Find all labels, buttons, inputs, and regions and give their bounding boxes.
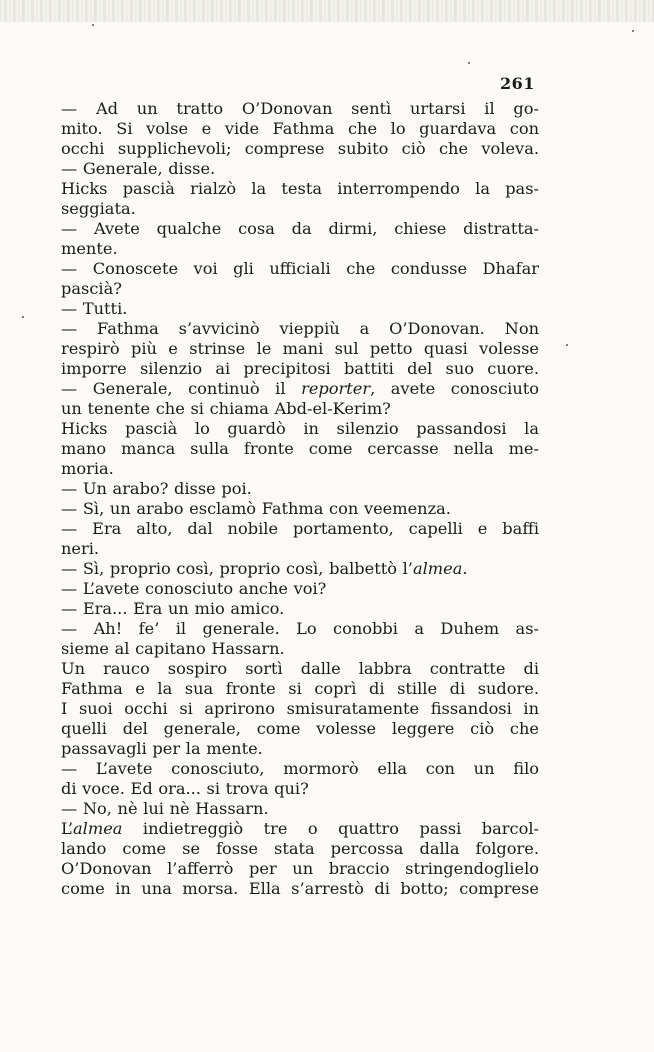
text-segment: — Un arabo? disse poi.: [61, 479, 252, 498]
text-line: [61, 779, 539, 799]
text-segment: — Avete qualche cosa da dirmi, chiese distratta-: [61, 219, 539, 238]
text-segment: un tenente che si chiama Abd-el-Kerim?: [61, 399, 391, 418]
text-line: [61, 859, 539, 879]
text-segment: — L’avete conosciuto, mormorò ella con un filo: [61, 759, 539, 778]
text-segment: — Sì, un arabo esclamò Fathma con veemenza.: [61, 499, 451, 518]
text-line: [61, 299, 539, 319]
text-segment: respirò più e strinse le mani sul petto quasi volesse: [61, 339, 539, 358]
text-segment: occhi supplichevoli; comprese subito ciò che voleva.: [61, 139, 539, 158]
text-segment: , avete conosciuto: [370, 379, 539, 398]
text-line: [61, 219, 539, 239]
text-segment: — Generale, disse.: [61, 159, 216, 178]
text-line: [61, 119, 539, 139]
text-segment: mito. Si volse e vide Fathma che lo guardava con: [61, 119, 539, 138]
text-line: [61, 359, 539, 379]
text-segment: — Tutti.: [61, 299, 128, 318]
text-line: [61, 679, 539, 699]
text-line: [61, 739, 539, 759]
text-line: [61, 519, 539, 539]
text-line: [61, 879, 539, 899]
text-line: [61, 459, 539, 479]
text-segment: seggiata.: [61, 199, 136, 218]
text-line: [61, 259, 539, 279]
text-line: [61, 559, 539, 579]
text-segment: — Era alto, dal nobile portamento, capelli e baffi: [61, 519, 539, 538]
text-segment: — Fathma s’avvicinò vieppiù a O’Donovan. Non: [61, 319, 539, 338]
text-segment: quelli del generale, come volesse leggere ciò che: [61, 719, 539, 738]
text-segment: Un rauco sospiro sortì dalle labbra contratte di: [61, 659, 539, 678]
text-segment: moria.: [61, 459, 114, 478]
text-line: [61, 759, 539, 779]
text-line: [61, 399, 539, 419]
text-segment: O’Donovan l’afferrò per un braccio stringendoglielo: [61, 859, 539, 878]
italic-text: almea: [73, 819, 123, 838]
text-line: [61, 199, 539, 219]
text-line: [61, 279, 539, 299]
text-segment: — Generale, continuò il: [61, 379, 302, 398]
text-segment: passavagli per la mente.: [61, 739, 263, 758]
text-segment: Hicks pascià rialzò la testa interrompendo la pas-: [61, 179, 539, 198]
text-line: [61, 479, 539, 499]
text-line: [61, 139, 539, 159]
text-line: [61, 619, 539, 639]
scan-speck: [92, 24, 94, 26]
scan-speck: [566, 344, 568, 346]
text-line: [61, 839, 539, 859]
text-segment: — Era... Era un mio amico.: [61, 599, 285, 618]
italic-text: almea: [412, 559, 463, 578]
scan-speck: [632, 30, 634, 32]
text-line: [61, 499, 539, 519]
text-segment: di voce. Ed ora... si trova qui?: [61, 779, 309, 798]
text-line: [61, 599, 539, 619]
body-text: [61, 99, 539, 899]
text-segment: imporre silenzio ai precipitosi battiti del suo cuore.: [61, 359, 539, 378]
text-segment: .: [462, 559, 468, 578]
text-line: [61, 539, 539, 559]
text-line: [61, 639, 539, 659]
text-segment: I suoi occhi si aprirono smisuratamente fissandosi in: [61, 699, 539, 718]
text-segment: lando come se fosse stata percossa dalla folgore.: [61, 839, 539, 858]
text-segment: pascià?: [61, 279, 122, 298]
text-segment: neri.: [61, 539, 100, 558]
scan-speck: [22, 316, 24, 318]
text-line: [61, 799, 539, 819]
text-segment: — L’avete conosciuto anche voi?: [61, 579, 327, 598]
text-line: [61, 659, 539, 679]
text-line: [61, 419, 539, 439]
text-segment: — Ad un tratto O’Donovan sentì urtarsi il go-: [61, 99, 539, 118]
text-line: [61, 319, 539, 339]
text-segment: Hicks pascià lo guardò in silenzio passandosi la: [61, 419, 539, 438]
text-segment: Fathma e la sua fronte si coprì di stille di sudore.: [61, 679, 539, 698]
text-segment: — Ah! fe’ il generale. Lo conobbi a Duhem as-: [61, 619, 539, 638]
text-line: [61, 439, 539, 459]
text-line: [61, 579, 539, 599]
text-line: [61, 99, 539, 119]
text-line: [61, 379, 539, 399]
scan-top-edge: [0, 0, 654, 22]
text-line: [61, 699, 539, 719]
text-line: [61, 339, 539, 359]
text-line: [61, 819, 539, 839]
text-segment: — Conoscete voi gli ufficiali che condusse Dhafar: [61, 259, 539, 278]
text-segment: sieme al capitano Hassarn.: [61, 639, 285, 658]
page-number: 261: [500, 74, 535, 93]
text-line: [61, 239, 539, 259]
text-segment: mano manca sulla fronte come cercasse nella me-: [61, 439, 539, 458]
text-line: [61, 719, 539, 739]
italic-text: reporter: [301, 379, 371, 398]
text-segment: L’: [61, 819, 74, 838]
text-segment: indietreggiò tre o quattro passi barcol-: [122, 819, 539, 838]
text-segment: come in una morsa. Ella s’arrestò di botto; comprese: [61, 879, 539, 898]
text-line: [61, 179, 539, 199]
text-segment: — Sì, proprio così, proprio così, balbettò l’: [61, 559, 413, 578]
text-segment: mente.: [61, 239, 118, 258]
text-segment: — No, nè lui nè Hassarn.: [61, 799, 269, 818]
text-line: [61, 159, 539, 179]
scan-speck: [468, 62, 470, 64]
